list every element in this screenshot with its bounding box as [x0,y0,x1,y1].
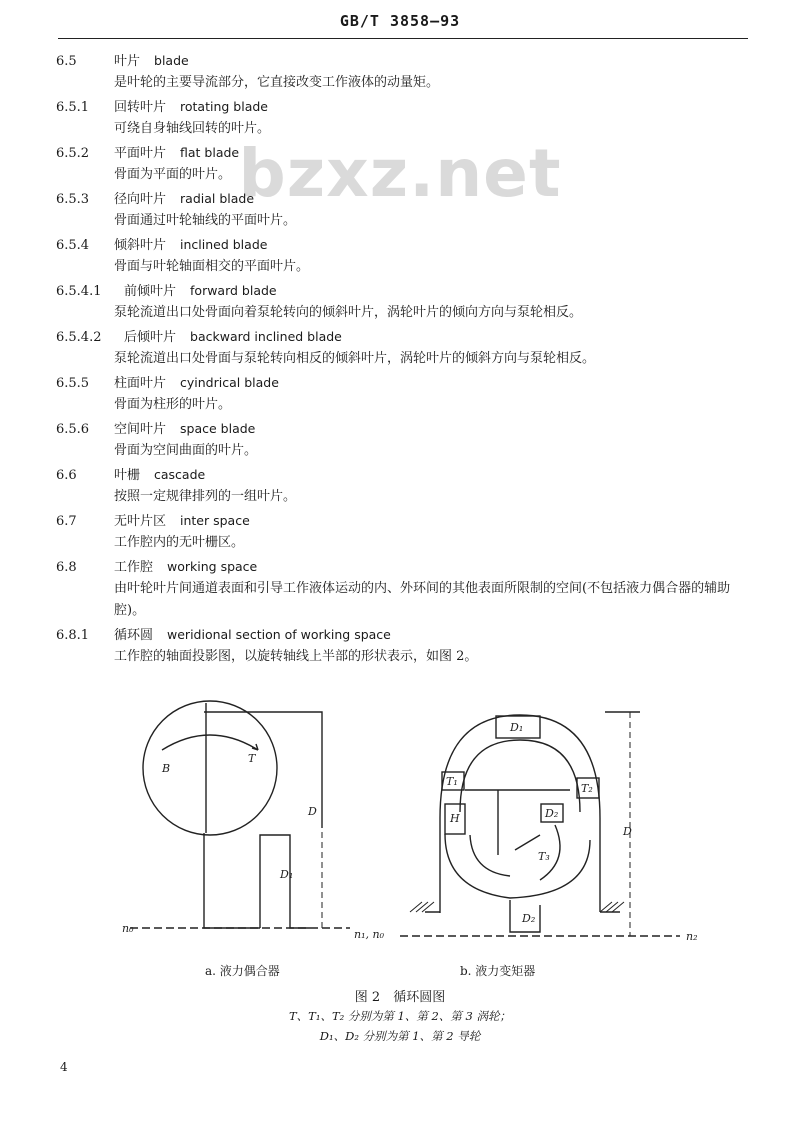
term-heading [56,418,756,440]
label-T3: T₃ [538,850,550,863]
term-heading [56,464,756,486]
term-chinese: 叶片 [114,54,141,69]
label-D2: D₂ [545,807,559,820]
standard-header: GB/T 3858—93 [339,12,461,30]
label-T: T [248,752,256,765]
term-definition: 骨面与叶轮轴面相交的平面叶片。 [114,259,310,274]
term-entry [56,556,756,622]
term-english: space blade [180,421,256,436]
term-english: cyindrical blade [180,375,279,390]
term-english: radial blade [180,191,255,206]
term-number: 6.8.1 [56,628,90,643]
term-heading [56,234,756,256]
torque-converter-drawing [400,712,680,936]
term-chinese: 循环圆 [114,628,154,643]
term-heading [56,556,756,578]
term-english: blade [154,53,189,68]
term-heading [56,188,756,210]
label-D1-left: D₁ [280,868,294,881]
label-Ds: D₂ [522,912,536,925]
term-english: inter space [180,513,250,528]
term-entry [56,96,756,140]
label-D1-right: D₁ [510,721,524,734]
subcaption-b: b. 液力变矩器 [460,964,536,978]
label-D: D [308,805,317,818]
label-T1: T₁ [446,775,458,788]
term-definition: 泵轮流道出口处骨面与泵轮转向相反的倾斜叶片，涡轮叶片的倾斜方向与泵轮相反。 [114,351,596,366]
term-entry [56,234,756,278]
term-heading [56,326,756,348]
label-H: H [450,812,460,825]
term-number: 6.5.1 [56,100,90,115]
term-english: weridional section of working space [167,627,391,642]
term-chinese: 平面叶片 [114,146,167,161]
term-heading [56,280,756,302]
page-number: 4 [60,1060,68,1074]
term-english: flat blade [180,145,240,160]
fluid-coupling-drawing [130,701,350,928]
term-chinese: 倾斜叶片 [114,238,167,253]
term-entry [56,418,756,462]
term-number: 6.5.6 [56,422,90,437]
term-definition: 骨面为空间曲面的叶片。 [114,443,258,458]
term-chinese: 柱面叶片 [114,376,167,391]
term-chinese: 无叶片区 [114,514,167,529]
term-number: 6.5.5 [56,376,90,391]
term-english: rotating blade [180,99,268,114]
term-number: 6.5.4.2 [56,330,102,345]
label-D-right: D [623,825,632,838]
watermark: bzxz.net [238,135,562,212]
term-heading [56,96,756,118]
term-heading [56,142,756,164]
term-number: 6.5.2 [56,146,90,161]
term-definition: 工作腔内的无叶栅区。 [114,535,245,550]
term-heading [56,510,756,532]
figure-title: 图 2 循环圆图 [354,990,446,1005]
term-chinese: 空间叶片 [114,422,167,437]
figure-note-1: T、T₁、T₂ 分别为第 1、第 2、第 3 涡轮； [289,1009,511,1023]
term-entry [56,624,756,668]
term-heading [56,624,756,646]
term-number: 6.8 [56,560,77,575]
term-entry [56,142,756,186]
term-entry [56,50,756,94]
label-n0: n₀ [122,922,134,935]
label-T2: T₂ [581,782,593,795]
term-heading [56,372,756,394]
term-heading [56,50,756,72]
term-definition: 按照一定规律排列的一组叶片。 [114,489,297,504]
subcaption-a: a. 液力偶合器 [205,964,280,978]
term-number: 6.5.4 [56,238,90,253]
term-number: 6.5 [56,54,77,69]
term-entry [56,280,756,324]
label-n1-n0: n₁, n₀ [354,928,384,941]
term-number: 6.6 [56,468,77,483]
term-chinese: 回转叶片 [114,100,167,115]
term-chinese: 前倾叶片 [124,284,177,299]
figure-note-2: D₁、D₂ 分别为第 1、第 2 导轮 [319,1029,481,1043]
term-definition: 骨面为柱形的叶片。 [114,397,232,412]
term-chinese: 后倾叶片 [124,330,177,345]
term-entry [56,510,756,554]
term-definition: 可绕自身轴线回转的叶片。 [114,121,271,136]
term-chinese: 工作腔 [114,560,154,575]
term-english: inclined blade [180,237,268,252]
term-english: forward blade [190,283,277,298]
term-number: 6.5.3 [56,192,90,207]
term-entry [56,464,756,508]
term-definition: 骨面为平面的叶片。 [114,167,232,182]
term-definition: 泵轮流道出口处骨面向着泵轮转向的倾斜叶片，涡轮叶片的倾向方向与泵轮相反。 [114,305,583,320]
header-rule [58,38,748,39]
term-english: backward inclined blade [190,329,342,344]
term-entry [56,372,756,416]
term-definition: 工作腔的轴面投影图，以旋转轴线上半部的形状表示，如图 2。 [114,649,478,664]
term-entry [56,326,756,370]
term-chinese: 径向叶片 [114,192,167,207]
term-number: 6.5.4.1 [56,284,102,299]
term-number: 6.7 [56,514,77,529]
term-entry [56,188,756,232]
term-chinese: 叶栅 [114,468,141,483]
label-B: B [162,762,171,775]
term-definition: 骨面通过叶轮轴线的平面叶片。 [114,213,297,228]
label-n2: n₂ [686,930,698,943]
term-definition: 由叶轮叶片间通道表面和引导工作液体运动的内、外环间的其他表面所限制的空间(不包括液力偶合器的辅助腔)。 [114,581,731,618]
term-english: cascade [154,467,206,482]
figure-2-diagram [100,700,700,960]
term-english: working space [167,559,258,574]
terms-list [56,50,756,670]
term-definition: 是叶轮的主要导流部分，它直接改变工作液体的动量矩。 [114,75,440,90]
